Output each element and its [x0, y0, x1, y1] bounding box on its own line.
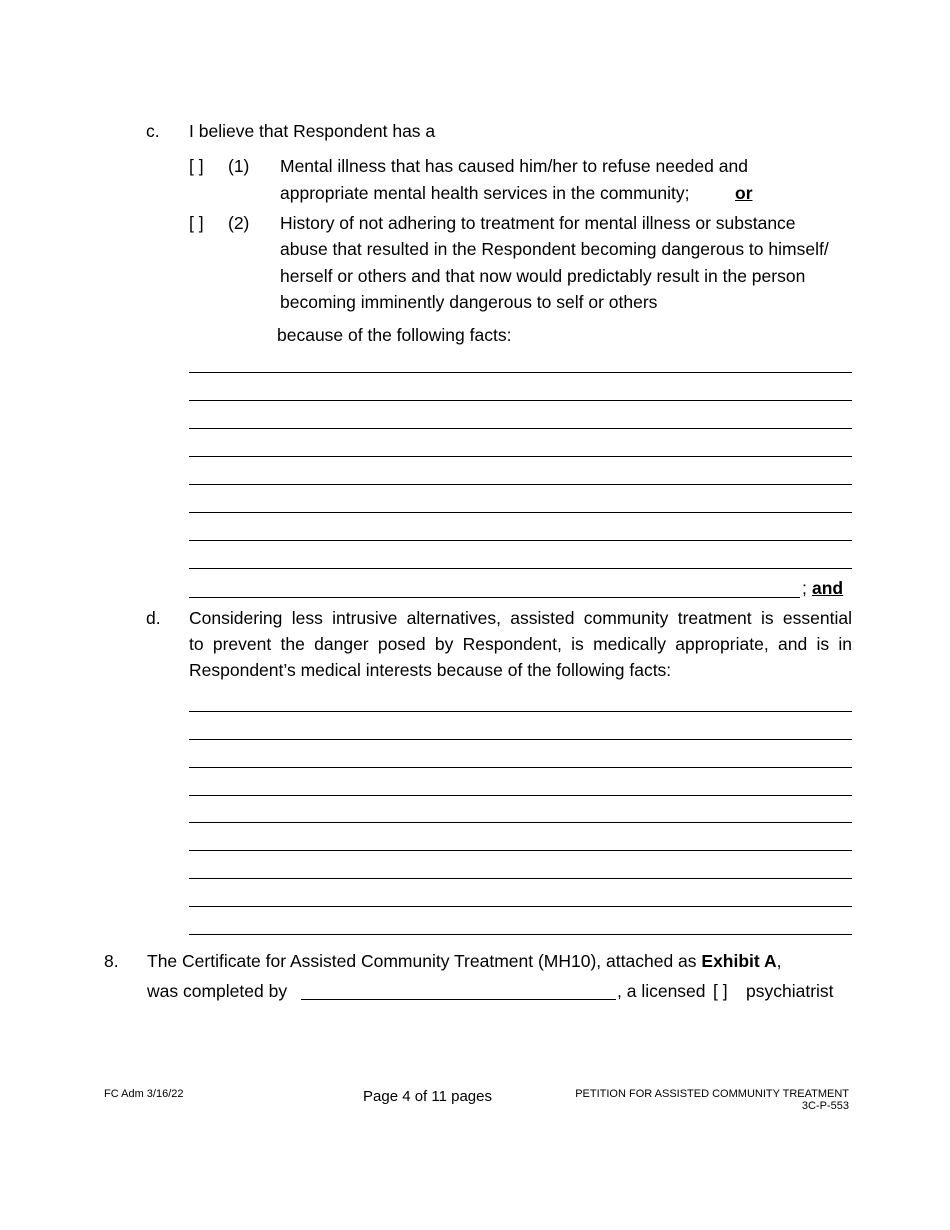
item-8-line2-pre: was completed by	[147, 981, 288, 1001]
exhibit-a: Exhibit A	[701, 951, 777, 971]
option-1-line2: appropriate mental health services in the community;	[280, 183, 690, 203]
fact-line[interactable]	[189, 484, 852, 485]
item-8-line1-text: The Certificate for Assisted Community Treatment (MH10), attached as	[147, 951, 697, 971]
fact-line[interactable]	[189, 822, 852, 823]
section-c-label: c.	[146, 121, 160, 141]
fact-line[interactable]	[189, 906, 852, 907]
section-d-line2: to prevent the danger posed by Respondent, is medically appropriate, and is in	[189, 634, 852, 654]
option-1-checkbox[interactable]: [ ]	[189, 156, 204, 176]
fact-line-last[interactable]	[189, 597, 800, 598]
item-8-line1	[147, 951, 781, 972]
section-d-label: d.	[146, 608, 161, 628]
item-8-comma: ,	[776, 951, 782, 971]
option-2-line1: History of not adhering to treatment for mental illness or substance	[280, 213, 796, 233]
semicolon: ;	[802, 578, 807, 598]
fact-line[interactable]	[189, 711, 852, 712]
fact-line[interactable]	[189, 850, 852, 851]
option-2-line4: becoming imminently dangerous to self or others	[280, 292, 658, 312]
fact-line[interactable]	[189, 372, 852, 373]
option-2-checkbox[interactable]: [ ]	[189, 213, 204, 233]
option-2-line3: herself or others and that now would predictably result in the person	[280, 266, 806, 286]
fact-line[interactable]	[189, 795, 852, 796]
item-8-line2-post: psychiatrist	[746, 981, 834, 1001]
item-8-number: 8.	[104, 951, 119, 971]
footer-form-title: PETITION FOR ASSISTED COMMUNITY TREATMENT	[575, 1088, 849, 1100]
option-1-or: or	[735, 183, 753, 203]
fact-line[interactable]	[189, 568, 852, 569]
completed-by-field[interactable]	[301, 999, 616, 1000]
fact-line[interactable]	[189, 739, 852, 740]
fact-line[interactable]	[189, 456, 852, 457]
fact-line[interactable]	[189, 540, 852, 541]
footer-page-number: Page 4 of 11 pages	[363, 1088, 492, 1105]
option-2-number: (2)	[228, 213, 250, 233]
section-d-line3: Respondent’s medical interests because of the following facts:	[189, 660, 672, 680]
option-1-number: (1)	[228, 156, 250, 176]
fact-line[interactable]	[189, 400, 852, 401]
fact-line[interactable]	[189, 428, 852, 429]
fact-line[interactable]	[189, 512, 852, 513]
section-c-intro: I believe that Respondent has a	[189, 121, 436, 141]
footer-form-date: FC Adm 3/16/22	[104, 1088, 184, 1100]
fact-line[interactable]	[189, 878, 852, 879]
and-connector: and	[812, 578, 844, 598]
item-8-line2-mid: , a licensed	[617, 981, 706, 1001]
footer-form-code: 3C-P-553	[801, 1100, 849, 1112]
psychiatrist-checkbox[interactable]: [ ]	[713, 981, 728, 1001]
facts-intro-c: because of the following facts:	[277, 325, 512, 345]
option-1-line1: Mental illness that has caused him/her to refuse needed and	[280, 156, 748, 176]
section-d-line1: Considering less intrusive alternatives, assisted community treatment is essential	[189, 608, 852, 628]
fact-line[interactable]	[189, 767, 852, 768]
fact-line[interactable]	[189, 934, 852, 935]
option-2-line2: abuse that resulted in the Respondent becoming dangerous to himself/	[280, 239, 829, 259]
